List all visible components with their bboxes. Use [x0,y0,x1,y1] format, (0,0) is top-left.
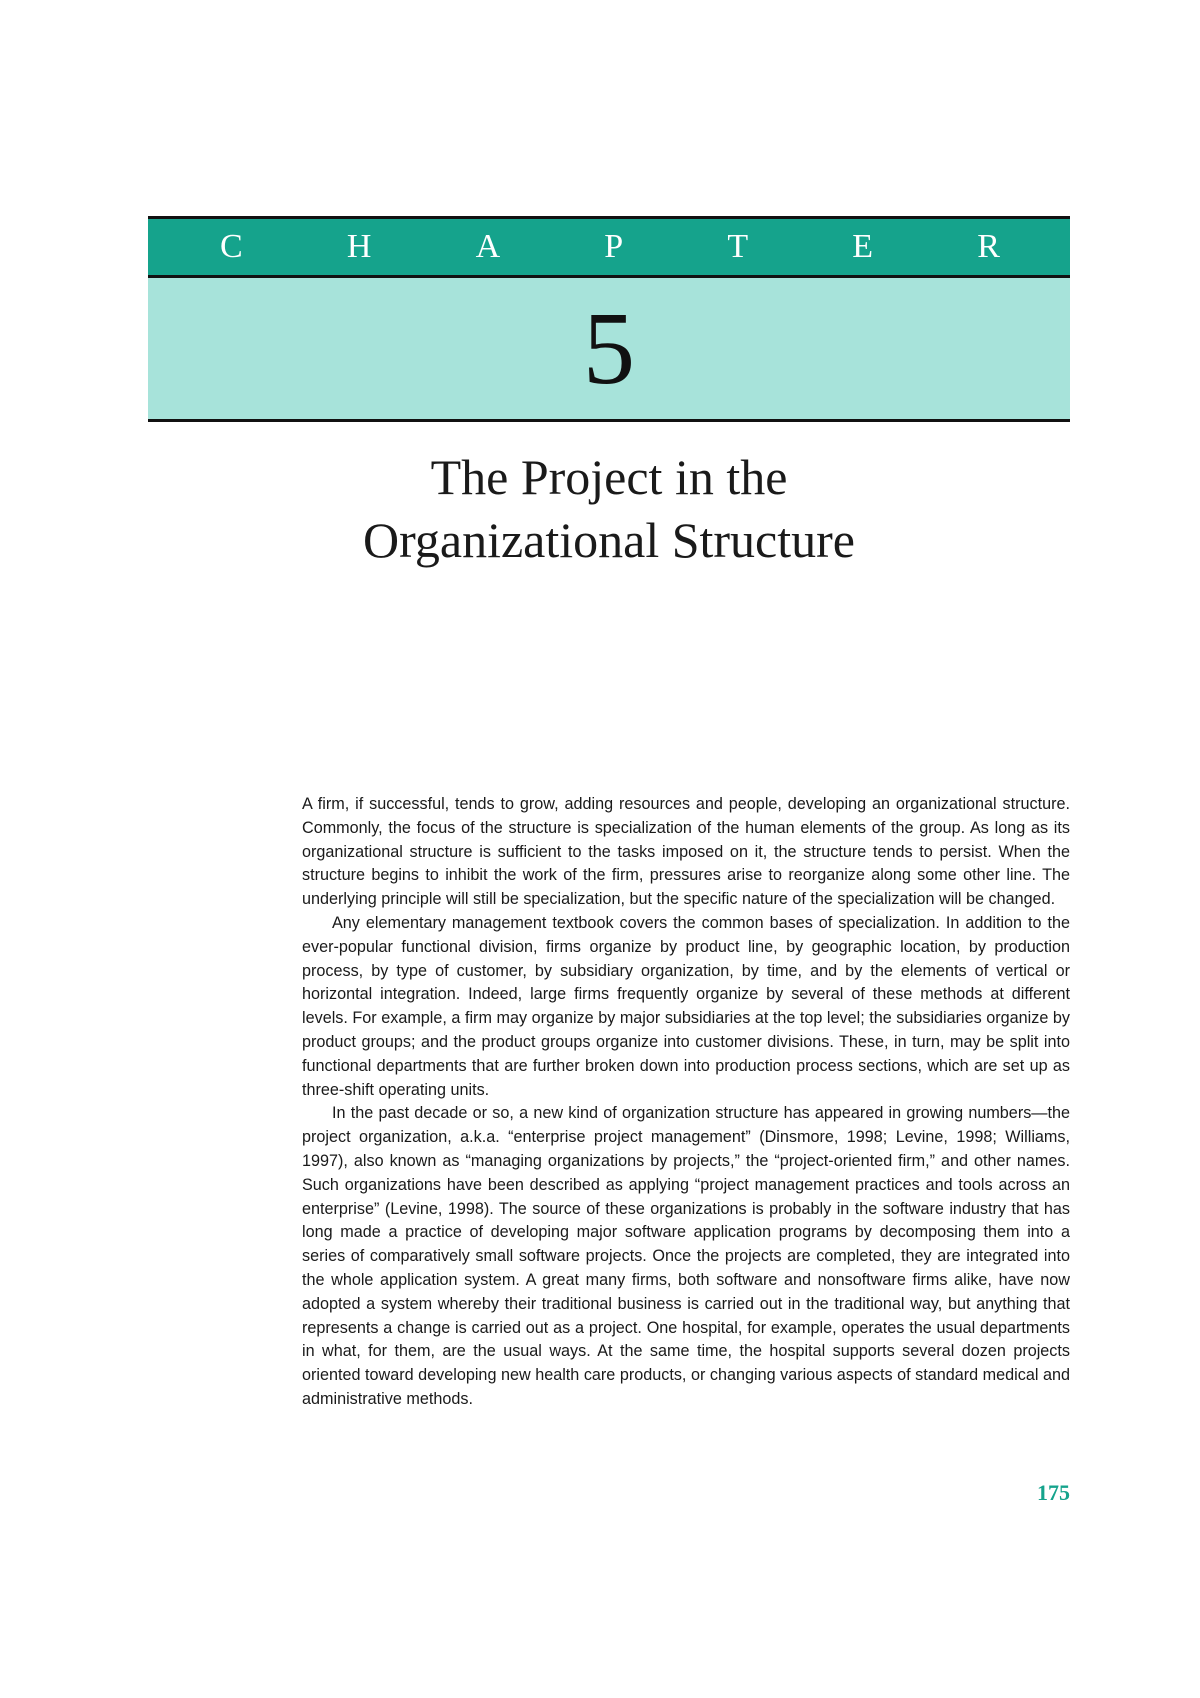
paragraph: In the past decade or so, a new kind of organization structure has appeared in growing numbers—the project organization, a.k.a. “enterprise project management” (Dinsmore, 1998; Levine, 1998; Williams, 1997), also known as “managing organizations by projects,” the “project-oriented firm,” and other names. Such organizations have been described as applying “project management practices and tools across an enterprise” (Levine, 1998). The source of these organizations is probably in the software industry that has long made a practice of developing major software application programs by decomposing them into a series of comparatively small software projects. Once the projects are completed, they are integrated into the whole application system. A great many firms, both software and nonsoftware firms alike, have now adopted a system whereby their traditional business is carried out in the traditional way, but anything that represents a change is carried out as a project. One hospital, for example, operates the usual departments in what, for them, are the usual ways. At the same time, the hospital supports several dozen projects oriented toward developing new health care products, or changing various aspects of standard medical and administrative methods. [302,1104,1070,1408]
chapter-letter: A [475,228,501,265]
chapter-letter: T [727,228,749,265]
chapter-letter: E [852,228,874,265]
chapter-title-line: The Project in the [430,449,788,505]
paragraph: Any elementary management textbook covers the common bases of specialization. In addition to the ever-popular functional division, firms organize by product line, by geographic location, by production process, by type of customer, by subsidiary organization, by time, and by the elements of vertical or horizontal integration. Indeed, large firms frequently organize by several of these methods at different levels. For example, a firm may organize by major subsidiaries at the top level; the subsidiaries organize by product groups; and the product groups organize into customer divisions. These, in turn, may be split into functional departments that are further broken down into production process sections, which are set up as three-shift operating units. [302,913,1070,1099]
bottom-rule [148,419,1070,422]
chapter-letter: C [220,228,243,265]
chapter-title [148,446,1070,572]
page-number: 175 [1037,1480,1070,1505]
chapter-letter: R [977,228,1000,265]
body-text [302,793,1070,1412]
chapter-letter: H [346,228,372,265]
chapter-letter: P [604,228,624,265]
chapter-label [148,219,1070,275]
chapter-header-band [148,216,1070,422]
chapter-title-line: Organizational Structure [363,512,855,568]
chapter-number: 5 [583,291,635,406]
paragraph: A firm, if successful, tends to grow, adding resources and people, developing an organizational structure. Commonly, the focus of the structure is specialization of the human elements of the group. As long as its organizational structure is sufficient to the tasks imposed on it, the structure tends to persist. When the structure begins to inhibit the work of the firm, pressures arise to reorganize along some other line. The underlying principle will still be specialization, but the specific nature of the specialization will be changed. [302,795,1070,909]
